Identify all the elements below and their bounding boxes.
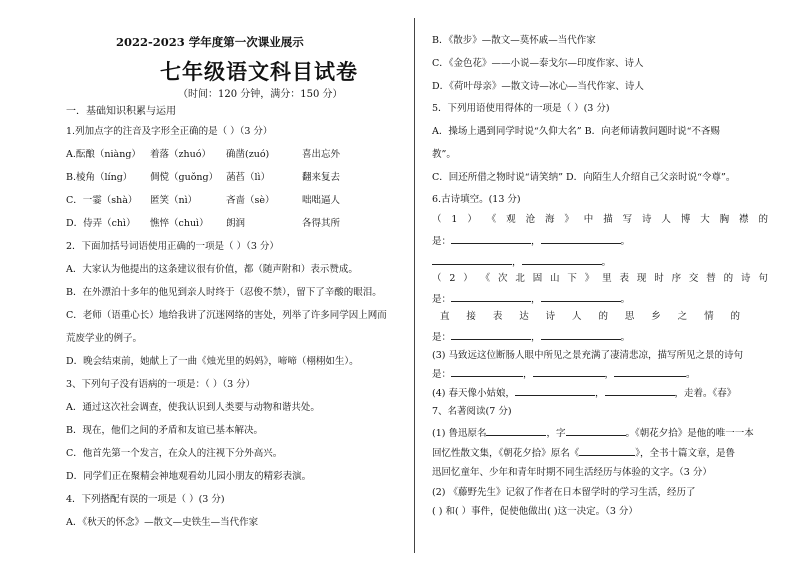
q6-part1-answer: 是： ， 。 bbox=[432, 236, 631, 247]
prompt-char: 诗 bbox=[642, 214, 652, 225]
answer-blank[interactable] bbox=[451, 367, 523, 377]
prompt-char: 大 bbox=[700, 214, 710, 225]
q7-line1 bbox=[432, 426, 754, 440]
prompt-char: 句 bbox=[758, 273, 768, 284]
answer-lead: 是： bbox=[432, 294, 452, 305]
q6-part2b-answer: 是： ， 。 bbox=[432, 332, 631, 343]
prompt-char: 诗 bbox=[545, 311, 556, 322]
prompt-char: （ bbox=[432, 214, 442, 225]
q6-stem: 6.古诗填空。(13 分) bbox=[432, 194, 521, 205]
prompt-char: ） bbox=[467, 214, 477, 225]
q6-part3-answer: 是： ， ， 。 bbox=[432, 369, 696, 380]
prompt-char: 》 bbox=[584, 273, 595, 284]
q2-option-c: C．老师（语重心长）地给我讲了沉迷网络的害处，列举了许多同学因上网而 bbox=[66, 310, 387, 321]
prompt-char: 直 bbox=[440, 311, 450, 322]
prompt-char: 观 bbox=[506, 214, 516, 225]
prompt-char: 里 bbox=[602, 273, 612, 284]
prompt-char: 诗 bbox=[741, 273, 751, 284]
prompt-char: 的 bbox=[758, 214, 768, 225]
q5-option-cd: C．回还所借之物时说“请笑纳” D．向陌生人介绍自己父亲时说“令尊”。 bbox=[432, 172, 736, 183]
answer-tail: ，走着。《春》 bbox=[674, 388, 737, 399]
q7-text: 。《朝花夕拾》是他的唯一一本 bbox=[625, 428, 754, 439]
option-word: A.酝酿（niàng） bbox=[66, 149, 141, 160]
prompt-char: 次 bbox=[497, 273, 508, 284]
prompt-char: 人 bbox=[661, 214, 671, 225]
prompt-char: 现 bbox=[636, 273, 647, 284]
option-word: 翻来复去 bbox=[302, 172, 341, 183]
option-word: 憔悴（chuì） bbox=[150, 218, 209, 229]
prompt-char: ） bbox=[463, 273, 473, 284]
prompt-char: 描 bbox=[603, 214, 613, 225]
q6-part4: (4) 春天像小姑娘， ， ，走着。《春》 bbox=[432, 388, 737, 399]
prompt-char: 北 bbox=[515, 273, 525, 284]
answer-blank[interactable] bbox=[541, 234, 621, 244]
prompt-char: 思 bbox=[624, 311, 635, 322]
answer-blank[interactable] bbox=[522, 255, 602, 265]
prompt-char: 序 bbox=[671, 273, 682, 284]
prompt-char: 情 bbox=[704, 311, 714, 322]
column-divider bbox=[414, 18, 415, 553]
q4-option-a: A．《秋天的怀念》—散文—史铁生—当代作家 bbox=[66, 517, 259, 528]
q3-option-c: C．他首先第一个发言，在众人的注视下分外高兴。 bbox=[66, 448, 283, 459]
answer-lead: 是： bbox=[432, 332, 452, 343]
prompt-char: 胸 bbox=[719, 214, 730, 225]
q2-option-a: A．大家认为他提出的这条建议很有价值，都（随声附和）表示赞成。 bbox=[66, 264, 358, 275]
option-word: 朗润 bbox=[226, 218, 246, 229]
prompt-char: 交 bbox=[688, 273, 699, 284]
prompt-char: 中 bbox=[583, 214, 594, 225]
answer-blank[interactable] bbox=[432, 255, 512, 265]
option-word: 匿笑（nì） bbox=[150, 195, 198, 206]
prompt-char: 襟 bbox=[739, 214, 749, 225]
q4-option-c: C．《金色花》——小说—泰戈尔—印度作家、诗人 bbox=[432, 58, 644, 69]
option-word: 确凿(zuó) bbox=[226, 149, 270, 160]
exam-info: （时间：120 分钟，满分：150 分） bbox=[178, 89, 343, 100]
answer-lead: 是： bbox=[432, 236, 452, 247]
prompt-char: 之 bbox=[677, 311, 688, 322]
exam-title: 七年级语文科目试卷 bbox=[160, 59, 358, 84]
year-title: 2022-2023 学年度第一次课业展示 bbox=[116, 35, 304, 49]
option-word: B.棱角（líng） bbox=[66, 172, 133, 183]
prompt-char: 表 bbox=[492, 311, 503, 322]
q6-part3: (3) 马致远这位断肠人眼中所见之景充满了凄清悲凉，描写所见之景的诗句 bbox=[432, 350, 743, 361]
answer-blank[interactable] bbox=[533, 367, 605, 377]
q3-option-a: A．通过这次社会调查，使我认识到人类要与动物和谐共处。 bbox=[66, 402, 320, 413]
q5-option-ab-cont: 教”。 bbox=[432, 149, 456, 160]
option-word: 咄咄逼人 bbox=[302, 195, 341, 206]
prompt-char: 固 bbox=[532, 273, 543, 284]
prompt-char: 表 bbox=[619, 273, 629, 284]
answer-blank[interactable] bbox=[541, 330, 621, 340]
answer-blank[interactable] bbox=[486, 426, 546, 436]
prompt-char: 替 bbox=[706, 273, 716, 284]
prompt-char: 的 bbox=[598, 311, 608, 322]
q7-line5: ( ) 和( ）事件，促使他做出( )这一决定。（3 分） bbox=[432, 506, 638, 517]
answer-lead: 是： bbox=[432, 369, 452, 380]
q2-option-b: B．在外漂泊十多年的他见到亲人时终于（忍俊不禁），留下了辛酸的眼泪。 bbox=[66, 287, 382, 298]
prompt-char: 》 bbox=[564, 214, 574, 225]
prompt-char: 《 bbox=[480, 273, 491, 284]
section-heading: 一．基础知识积累与运用 bbox=[66, 106, 176, 117]
answer-blank[interactable] bbox=[566, 426, 626, 436]
q2-option-d: D．晚会结束前，她献上了一曲《烛光里的妈妈》，啼啼（栩栩如生）。 bbox=[66, 356, 359, 367]
prompt-char: 《 bbox=[486, 214, 497, 225]
q5-option-ab: A．操场上遇到同学时说“久仰大名” B．向老师请教问题时说“不吝赐 bbox=[432, 126, 720, 137]
prompt-char: 的 bbox=[723, 273, 734, 284]
q6-part1-answer-2: ， 。 bbox=[432, 255, 611, 269]
prompt-char: 1 bbox=[451, 214, 458, 225]
answer-blank[interactable] bbox=[579, 446, 635, 456]
option-word: D．侍弄（chì） bbox=[66, 218, 136, 229]
q7-text: 回忆性散文集，《朝花夕拾》原名《 bbox=[432, 448, 580, 459]
q7-line3: 迅回忆童年、少年和青年时期不同生活经历与体验的文字。（3 分） bbox=[432, 467, 712, 478]
option-word: C．一霎（shà） bbox=[66, 195, 138, 206]
prompt-char: 人 bbox=[572, 311, 582, 322]
answer-blank[interactable] bbox=[614, 367, 686, 377]
q6-part2 bbox=[432, 272, 768, 285]
q3-stem: 3、下列句子没有语病的一项是：（ ）（3 分） bbox=[66, 379, 256, 390]
q2-stem: 2．下面加括号词语使用正确的一项是（ ）（3 分） bbox=[66, 241, 279, 252]
option-word: 菡萏（lì） bbox=[226, 172, 271, 183]
prompt-char: 海 bbox=[544, 214, 555, 225]
prompt-char: 下 bbox=[567, 273, 577, 284]
prompt-char: 达 bbox=[519, 311, 529, 322]
q3-option-d: D．同学们正在聚精会神地观看幼儿园小朋友的精彩表演。 bbox=[66, 471, 312, 482]
prompt-char: 的 bbox=[730, 311, 740, 322]
prompt-char: 写 bbox=[622, 214, 633, 225]
option-word: 吝啬（sè） bbox=[226, 195, 275, 206]
q4-option-b: B．《散步》—散文—莫怀戚—当代作家 bbox=[432, 35, 596, 46]
q7-text: (1) 鲁迅原名 bbox=[432, 428, 487, 439]
q4-option-d: D．《荷叶母亲》—散文诗—冰心—当代作家、诗人 bbox=[432, 81, 644, 92]
q3-option-b: B．现在，他们之间的矛盾和友谊已基本解决。 bbox=[66, 425, 263, 436]
prompt-char: 博 bbox=[680, 214, 691, 225]
q7-text: 》，全书十篇文章，是鲁 bbox=[635, 448, 736, 459]
q1-stem: 1.列加点字的注音及字形全正确的是（ ）（3 分） bbox=[66, 126, 273, 137]
option-word: 喜出忘外 bbox=[302, 149, 341, 160]
prompt-char: 沧 bbox=[525, 214, 536, 225]
prompt-char: （ bbox=[432, 273, 442, 284]
answer-lead: (4) 春天像小姑娘， bbox=[432, 388, 515, 399]
q7-line4: (2) 《藤野先生》记叙了作者在日本留学时的学习生活，经历了 bbox=[432, 487, 696, 498]
q7-stem: 7、名著阅读(7 分) bbox=[432, 406, 512, 417]
answer-blank[interactable] bbox=[515, 386, 595, 396]
prompt-char: 时 bbox=[654, 273, 664, 284]
q5-stem: 5．下列用语使用得体的一项是（ ）(3 分) bbox=[432, 103, 610, 114]
answer-blank[interactable] bbox=[541, 292, 621, 302]
answer-blank[interactable] bbox=[451, 330, 531, 340]
answer-blank[interactable] bbox=[451, 292, 531, 302]
q7-text: ，字 bbox=[546, 428, 566, 439]
answer-blank[interactable] bbox=[605, 386, 675, 396]
q6-part1 bbox=[432, 213, 768, 226]
answer-blank[interactable] bbox=[451, 234, 531, 244]
option-word: 着落（zhuó） bbox=[150, 149, 211, 160]
q4-stem: 4．下列搭配有误的一项是（ ）(3 分) bbox=[66, 494, 225, 505]
prompt-char: 2 bbox=[449, 273, 456, 284]
q2-option-c-cont: 荒废学业的例子。 bbox=[66, 333, 143, 344]
q6-part2-answer: 是： ， 。 bbox=[432, 294, 631, 305]
prompt-char: 山 bbox=[550, 273, 560, 284]
prompt-char: 乡 bbox=[651, 311, 661, 322]
q6-part2b bbox=[440, 310, 740, 323]
q7-line2 bbox=[432, 446, 735, 460]
option-word: 各得其所 bbox=[302, 218, 341, 229]
option-word: 倜傥（guǒng） bbox=[150, 172, 219, 183]
prompt-char: 接 bbox=[466, 311, 476, 322]
